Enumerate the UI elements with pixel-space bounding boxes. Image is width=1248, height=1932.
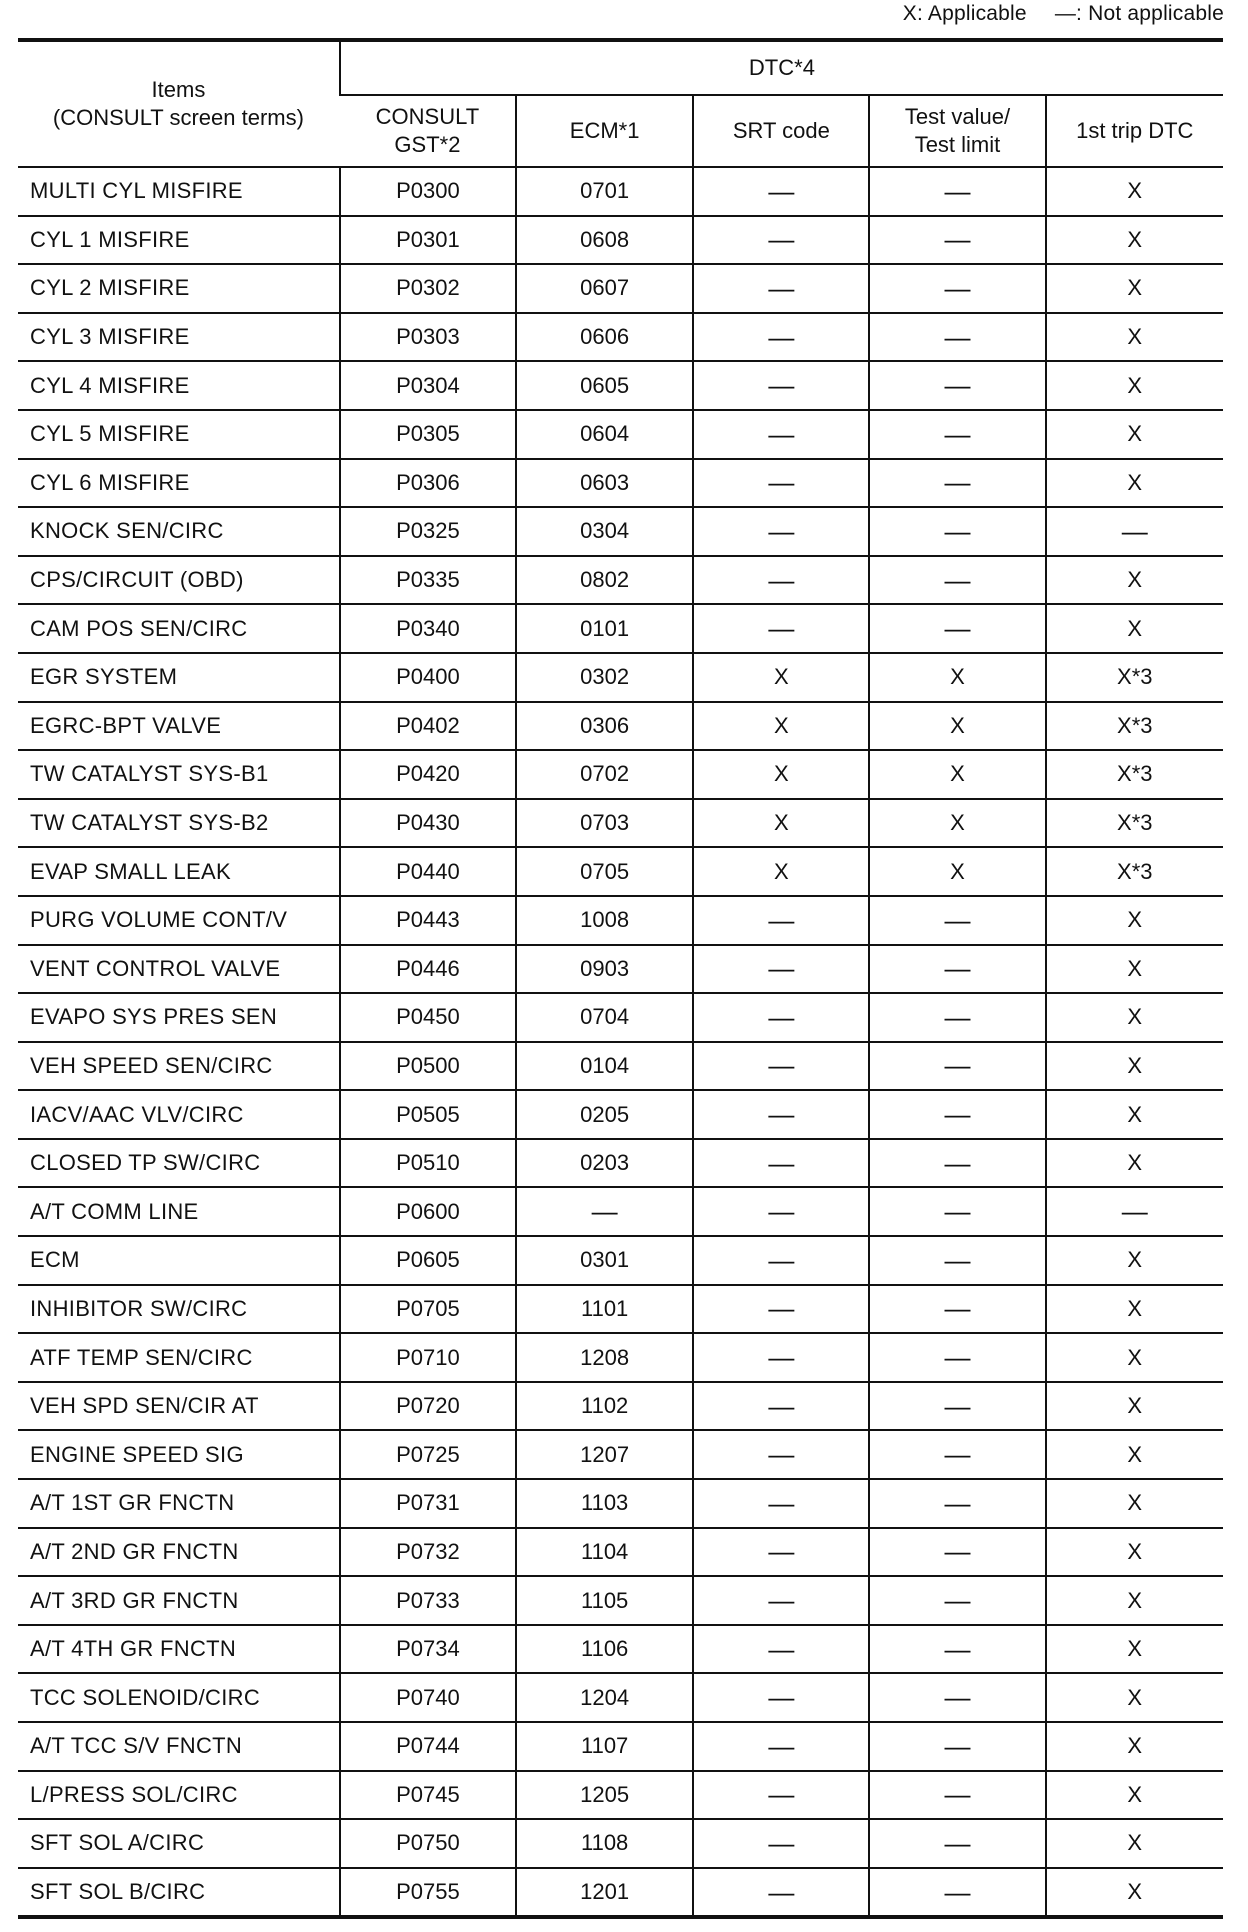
cell-first-trip-dtc: X <box>1046 1722 1223 1771</box>
table-row <box>18 313 1223 362</box>
table-row <box>18 702 1223 751</box>
cell-ecm: 1008 <box>516 896 693 945</box>
cell-consult-gst: P0734 <box>340 1625 516 1674</box>
cell-test-value: — <box>869 604 1045 653</box>
cell-item: SFT SOL B/CIRC <box>18 1868 340 1918</box>
table-row <box>18 1528 1223 1577</box>
cell-srt-code: — <box>693 1285 869 1334</box>
cell-first-trip-dtc: X <box>1046 459 1223 508</box>
cell-item: EVAP SMALL LEAK <box>18 847 340 896</box>
cell-srt-code: — <box>693 361 869 410</box>
cell-test-value: — <box>869 167 1045 216</box>
header-consult-gst-line1: CONSULT <box>375 104 480 129</box>
cell-consult-gst: P0731 <box>340 1479 516 1528</box>
cell-srt-code: — <box>693 1528 869 1577</box>
header-items <box>18 40 340 167</box>
cell-consult-gst: P0402 <box>340 702 516 751</box>
cell-srt-code: — <box>693 1722 869 1771</box>
header-srt-code: SRT code <box>693 95 869 167</box>
cell-item: A/T COMM LINE <box>18 1187 340 1236</box>
table-row <box>18 167 1223 216</box>
cell-test-value: — <box>869 1285 1045 1334</box>
cell-test-value: — <box>869 264 1045 313</box>
cell-test-value: — <box>869 1722 1045 1771</box>
cell-item: EGR SYSTEM <box>18 653 340 702</box>
cell-first-trip-dtc: X <box>1046 1625 1223 1674</box>
header-items-line1: Items <box>151 77 206 102</box>
cell-first-trip-dtc: X <box>1046 556 1223 605</box>
cell-first-trip-dtc: X*3 <box>1046 702 1223 751</box>
cell-srt-code: — <box>693 507 869 556</box>
header-first-trip-dtc: 1st trip DTC <box>1046 95 1223 167</box>
cell-srt-code: — <box>693 1042 869 1091</box>
cell-ecm: 0605 <box>516 361 693 410</box>
cell-ecm: 0701 <box>516 167 693 216</box>
cell-test-value: X <box>869 847 1045 896</box>
cell-srt-code: — <box>693 1187 869 1236</box>
cell-consult-gst: P0732 <box>340 1528 516 1577</box>
cell-srt-code: — <box>693 1236 869 1285</box>
table-row <box>18 1042 1223 1091</box>
cell-consult-gst: P0745 <box>340 1771 516 1820</box>
cell-srt-code: X <box>693 847 869 896</box>
cell-ecm: 1106 <box>516 1625 693 1674</box>
cell-first-trip-dtc: X <box>1046 1673 1223 1722</box>
cell-test-value: — <box>869 1868 1045 1918</box>
cell-srt-code: — <box>693 1333 869 1382</box>
cell-test-value: — <box>869 1187 1045 1236</box>
cell-srt-code: — <box>693 1382 869 1431</box>
cell-srt-code: X <box>693 799 869 848</box>
cell-ecm: 1201 <box>516 1868 693 1918</box>
cell-consult-gst: P0710 <box>340 1333 516 1382</box>
legend <box>903 2 1224 26</box>
header-test-value <box>869 95 1045 167</box>
cell-first-trip-dtc: X <box>1046 410 1223 459</box>
cell-item: CYL 2 MISFIRE <box>18 264 340 313</box>
cell-ecm: 0608 <box>516 216 693 265</box>
cell-consult-gst: P0500 <box>340 1042 516 1091</box>
cell-item: A/T 3RD GR FNCTN <box>18 1576 340 1625</box>
cell-test-value: — <box>869 410 1045 459</box>
cell-consult-gst: P0510 <box>340 1139 516 1188</box>
cell-first-trip-dtc: X <box>1046 1090 1223 1139</box>
cell-first-trip-dtc: X <box>1046 167 1223 216</box>
table-row <box>18 1236 1223 1285</box>
cell-ecm: 0304 <box>516 507 693 556</box>
cell-item: ATF TEMP SEN/CIRC <box>18 1333 340 1382</box>
cell-first-trip-dtc: X <box>1046 361 1223 410</box>
cell-ecm: 0302 <box>516 653 693 702</box>
header-consult-gst <box>340 95 516 167</box>
cell-test-value: X <box>869 653 1045 702</box>
table-row <box>18 507 1223 556</box>
cell-srt-code: — <box>693 556 869 605</box>
cell-test-value: — <box>869 1382 1045 1431</box>
cell-test-value: — <box>869 361 1045 410</box>
cell-item: CAM POS SEN/CIRC <box>18 604 340 653</box>
cell-test-value: — <box>869 556 1045 605</box>
cell-consult-gst: P0303 <box>340 313 516 362</box>
cell-item: SFT SOL A/CIRC <box>18 1819 340 1868</box>
cell-first-trip-dtc: X <box>1046 1868 1223 1918</box>
cell-srt-code: — <box>693 1139 869 1188</box>
cell-test-value: — <box>869 993 1045 1042</box>
cell-test-value: — <box>869 1430 1045 1479</box>
table-row <box>18 1576 1223 1625</box>
cell-item: VENT CONTROL VALVE <box>18 945 340 994</box>
cell-ecm: 1108 <box>516 1819 693 1868</box>
cell-consult-gst: P0430 <box>340 799 516 848</box>
cell-first-trip-dtc: X*3 <box>1046 799 1223 848</box>
cell-first-trip-dtc: X <box>1046 1285 1223 1334</box>
cell-first-trip-dtc: X <box>1046 1333 1223 1382</box>
cell-item: A/T 1ST GR FNCTN <box>18 1479 340 1528</box>
table-row <box>18 1722 1223 1771</box>
cell-srt-code: X <box>693 750 869 799</box>
cell-ecm: 0603 <box>516 459 693 508</box>
cell-first-trip-dtc: X <box>1046 1771 1223 1820</box>
cell-ecm: 1104 <box>516 1528 693 1577</box>
cell-item: TW CATALYST SYS-B2 <box>18 799 340 848</box>
cell-item: CYL 4 MISFIRE <box>18 361 340 410</box>
cell-consult-gst: P0340 <box>340 604 516 653</box>
cell-ecm: 0104 <box>516 1042 693 1091</box>
cell-ecm: 0203 <box>516 1139 693 1188</box>
table-row <box>18 993 1223 1042</box>
table-row <box>18 1430 1223 1479</box>
cell-consult-gst: P0446 <box>340 945 516 994</box>
cell-test-value: — <box>869 1771 1045 1820</box>
cell-srt-code: — <box>693 604 869 653</box>
cell-item: TW CATALYST SYS-B1 <box>18 750 340 799</box>
cell-ecm: 0606 <box>516 313 693 362</box>
cell-first-trip-dtc: X <box>1046 945 1223 994</box>
cell-item: CYL 6 MISFIRE <box>18 459 340 508</box>
cell-item: CLOSED TP SW/CIRC <box>18 1139 340 1188</box>
cell-ecm: 0301 <box>516 1236 693 1285</box>
cell-ecm: 1208 <box>516 1333 693 1382</box>
cell-srt-code: — <box>693 313 869 362</box>
cell-first-trip-dtc: — <box>1046 1187 1223 1236</box>
cell-ecm: 0604 <box>516 410 693 459</box>
table-row <box>18 1625 1223 1674</box>
cell-test-value: — <box>869 1139 1045 1188</box>
cell-item: ENGINE SPEED SIG <box>18 1430 340 1479</box>
table-row <box>18 847 1223 896</box>
table-row <box>18 459 1223 508</box>
cell-test-value: — <box>869 1673 1045 1722</box>
cell-item: CYL 5 MISFIRE <box>18 410 340 459</box>
cell-srt-code: — <box>693 1771 869 1820</box>
cell-first-trip-dtc: X <box>1046 604 1223 653</box>
table-row <box>18 750 1223 799</box>
cell-consult-gst: P0740 <box>340 1673 516 1722</box>
cell-item: CYL 1 MISFIRE <box>18 216 340 265</box>
table-row <box>18 556 1223 605</box>
header-consult-gst-line2: GST*2 <box>394 132 461 157</box>
cell-ecm: 0802 <box>516 556 693 605</box>
header-ecm: ECM*1 <box>516 95 693 167</box>
cell-test-value: — <box>869 507 1045 556</box>
cell-srt-code: — <box>693 945 869 994</box>
table-row <box>18 1382 1223 1431</box>
cell-srt-code: — <box>693 264 869 313</box>
cell-consult-gst: P0305 <box>340 410 516 459</box>
cell-ecm: 0306 <box>516 702 693 751</box>
cell-test-value: — <box>869 1090 1045 1139</box>
cell-srt-code: — <box>693 1673 869 1722</box>
cell-ecm: 0705 <box>516 847 693 896</box>
cell-ecm: 0205 <box>516 1090 693 1139</box>
cell-first-trip-dtc: X <box>1046 1042 1223 1091</box>
cell-item: CPS/CIRCUIT (OBD) <box>18 556 340 605</box>
cell-srt-code: X <box>693 702 869 751</box>
table-row <box>18 1139 1223 1188</box>
cell-ecm: 1107 <box>516 1722 693 1771</box>
header-test-value-line1: Test value/ <box>904 104 1011 129</box>
cell-srt-code: — <box>693 1430 869 1479</box>
cell-item: PURG VOLUME CONT/V <box>18 896 340 945</box>
cell-first-trip-dtc: X <box>1046 1382 1223 1431</box>
cell-ecm: 0703 <box>516 799 693 848</box>
table-row <box>18 1771 1223 1820</box>
cell-consult-gst: P0600 <box>340 1187 516 1236</box>
table-row <box>18 410 1223 459</box>
cell-consult-gst: P0733 <box>340 1576 516 1625</box>
cell-srt-code: — <box>693 167 869 216</box>
cell-test-value: X <box>869 750 1045 799</box>
cell-item: VEH SPD SEN/CIR AT <box>18 1382 340 1431</box>
table-row <box>18 1090 1223 1139</box>
cell-test-value: — <box>869 945 1045 994</box>
cell-test-value: — <box>869 1819 1045 1868</box>
cell-item: TCC SOLENOID/CIRC <box>18 1673 340 1722</box>
cell-ecm: 0702 <box>516 750 693 799</box>
cell-test-value: X <box>869 702 1045 751</box>
cell-test-value: — <box>869 459 1045 508</box>
cell-item: VEH SPEED SEN/CIRC <box>18 1042 340 1091</box>
table-row <box>18 264 1223 313</box>
cell-first-trip-dtc: X <box>1046 264 1223 313</box>
table-header <box>18 40 1223 167</box>
header-test-value-line2: Test limit <box>914 132 1001 157</box>
cell-test-value: — <box>869 1042 1045 1091</box>
cell-ecm: 1105 <box>516 1576 693 1625</box>
table-row <box>18 1819 1223 1868</box>
table-row <box>18 1479 1223 1528</box>
cell-test-value: — <box>869 313 1045 362</box>
cell-item: MULTI CYL MISFIRE <box>18 167 340 216</box>
cell-consult-gst: P0755 <box>340 1868 516 1918</box>
cell-srt-code: — <box>693 1819 869 1868</box>
cell-consult-gst: P0335 <box>340 556 516 605</box>
cell-srt-code: — <box>693 1479 869 1528</box>
cell-consult-gst: P0443 <box>340 896 516 945</box>
table-row <box>18 1333 1223 1382</box>
cell-consult-gst: P0300 <box>340 167 516 216</box>
cell-item: INHIBITOR SW/CIRC <box>18 1285 340 1334</box>
cell-consult-gst: P0605 <box>340 1236 516 1285</box>
cell-ecm: 1103 <box>516 1479 693 1528</box>
cell-srt-code: — <box>693 896 869 945</box>
legend-not-applicable: —: Not applicable <box>1054 2 1224 25</box>
cell-first-trip-dtc: X <box>1046 1236 1223 1285</box>
cell-srt-code: — <box>693 1090 869 1139</box>
cell-ecm: — <box>516 1187 693 1236</box>
table-row <box>18 1673 1223 1722</box>
cell-ecm: 1101 <box>516 1285 693 1334</box>
cell-consult-gst: P0744 <box>340 1722 516 1771</box>
cell-consult-gst: P0705 <box>340 1285 516 1334</box>
cell-ecm: 1102 <box>516 1382 693 1431</box>
cell-first-trip-dtc: X <box>1046 1430 1223 1479</box>
cell-item: EVAPO SYS PRES SEN <box>18 993 340 1042</box>
cell-first-trip-dtc: X <box>1046 896 1223 945</box>
cell-consult-gst: P0304 <box>340 361 516 410</box>
table-row <box>18 945 1223 994</box>
cell-srt-code: X <box>693 653 869 702</box>
cell-first-trip-dtc: X <box>1046 313 1223 362</box>
cell-consult-gst: P0505 <box>340 1090 516 1139</box>
header-dtc-group: DTC*4 <box>340 40 1223 95</box>
cell-srt-code: — <box>693 993 869 1042</box>
cell-first-trip-dtc: X <box>1046 1528 1223 1577</box>
table-row <box>18 1868 1223 1918</box>
cell-test-value: X <box>869 799 1045 848</box>
cell-consult-gst: P0301 <box>340 216 516 265</box>
cell-item: KNOCK SEN/CIRC <box>18 507 340 556</box>
cell-ecm: 1204 <box>516 1673 693 1722</box>
cell-first-trip-dtc: X <box>1046 1576 1223 1625</box>
cell-ecm: 0607 <box>516 264 693 313</box>
cell-test-value: — <box>869 1479 1045 1528</box>
cell-consult-gst: P0420 <box>340 750 516 799</box>
cell-first-trip-dtc: X <box>1046 993 1223 1042</box>
table-row <box>18 216 1223 265</box>
cell-consult-gst: P0440 <box>340 847 516 896</box>
table-row <box>18 604 1223 653</box>
cell-test-value: — <box>869 1528 1045 1577</box>
table-row <box>18 1187 1223 1236</box>
legend-applicable: X: Applicable <box>902 2 1027 25</box>
cell-ecm: 0704 <box>516 993 693 1042</box>
cell-first-trip-dtc: X*3 <box>1046 847 1223 896</box>
cell-item: CYL 3 MISFIRE <box>18 313 340 362</box>
cell-item: A/T 4TH GR FNCTN <box>18 1625 340 1674</box>
cell-ecm: 0903 <box>516 945 693 994</box>
table-row <box>18 799 1223 848</box>
cell-srt-code: — <box>693 1625 869 1674</box>
cell-test-value: — <box>869 1236 1045 1285</box>
cell-consult-gst: P0306 <box>340 459 516 508</box>
table-row <box>18 896 1223 945</box>
cell-first-trip-dtc: X <box>1046 1819 1223 1868</box>
cell-test-value: — <box>869 896 1045 945</box>
cell-item: ECM <box>18 1236 340 1285</box>
cell-consult-gst: P0302 <box>340 264 516 313</box>
cell-item: EGRC-BPT VALVE <box>18 702 340 751</box>
cell-first-trip-dtc: X <box>1046 216 1223 265</box>
cell-consult-gst: P0325 <box>340 507 516 556</box>
cell-test-value: — <box>869 1333 1045 1382</box>
cell-first-trip-dtc: X*3 <box>1046 653 1223 702</box>
cell-consult-gst: P0450 <box>340 993 516 1042</box>
table-row <box>18 653 1223 702</box>
cell-consult-gst: P0750 <box>340 1819 516 1868</box>
dtc-table <box>18 38 1223 1919</box>
cell-ecm: 1205 <box>516 1771 693 1820</box>
table-row <box>18 1285 1223 1334</box>
cell-srt-code: — <box>693 1576 869 1625</box>
cell-first-trip-dtc: — <box>1046 507 1223 556</box>
table-body <box>18 167 1223 1917</box>
table-row <box>18 361 1223 410</box>
cell-srt-code: — <box>693 410 869 459</box>
cell-srt-code: — <box>693 1868 869 1918</box>
cell-first-trip-dtc: X <box>1046 1139 1223 1188</box>
cell-test-value: — <box>869 1576 1045 1625</box>
cell-item: A/T 2ND GR FNCTN <box>18 1528 340 1577</box>
cell-item: A/T TCC S/V FNCTN <box>18 1722 340 1771</box>
cell-srt-code: — <box>693 459 869 508</box>
cell-ecm: 0101 <box>516 604 693 653</box>
cell-item: L/PRESS SOL/CIRC <box>18 1771 340 1820</box>
cell-test-value: — <box>869 216 1045 265</box>
cell-first-trip-dtc: X <box>1046 1479 1223 1528</box>
cell-srt-code: — <box>693 216 869 265</box>
cell-consult-gst: P0720 <box>340 1382 516 1431</box>
cell-test-value: — <box>869 1625 1045 1674</box>
header-items-line2: (CONSULT screen terms) <box>52 105 304 130</box>
cell-ecm: 1207 <box>516 1430 693 1479</box>
cell-item: IACV/AAC VLV/CIRC <box>18 1090 340 1139</box>
cell-first-trip-dtc: X*3 <box>1046 750 1223 799</box>
cell-consult-gst: P0400 <box>340 653 516 702</box>
cell-consult-gst: P0725 <box>340 1430 516 1479</box>
